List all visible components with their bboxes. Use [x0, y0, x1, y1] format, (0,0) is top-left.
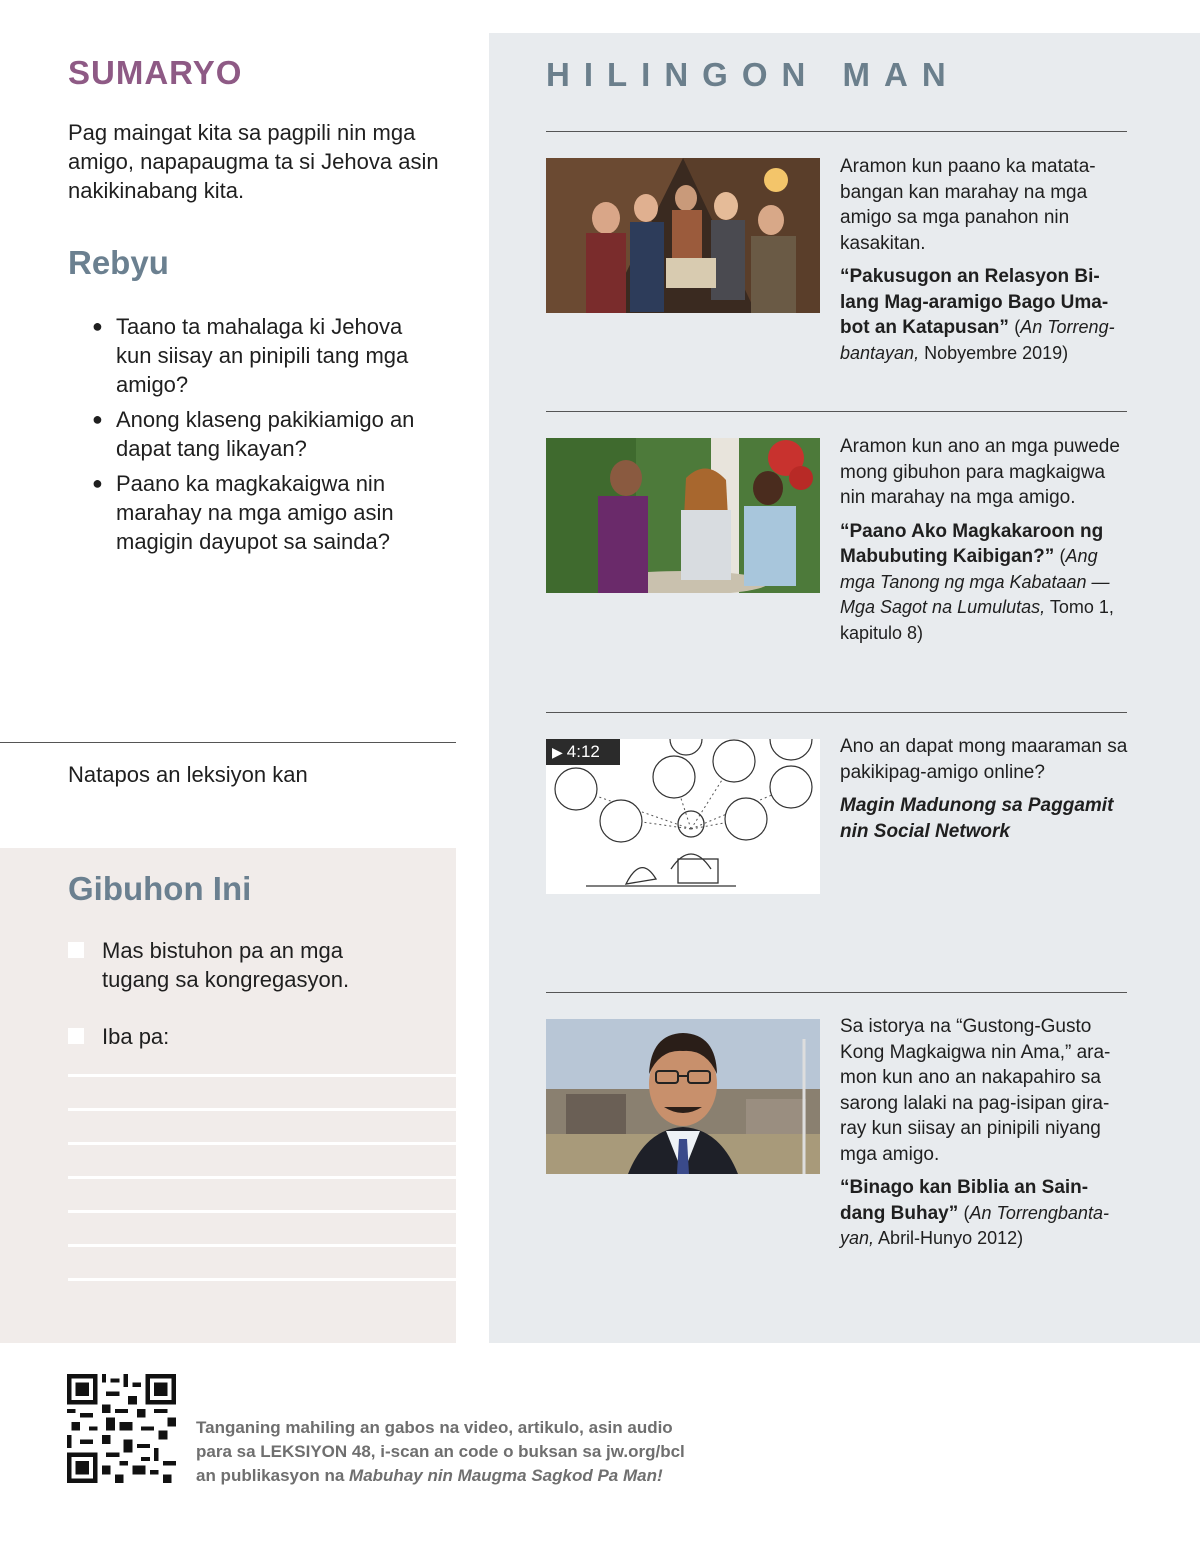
divider [546, 411, 1127, 412]
bullet-icon: ● [92, 409, 103, 429]
qr-code[interactable] [67, 1374, 176, 1483]
article-link[interactable]: “Paano Ako Magkakaroon ng Mabubuting Kaibigan?” [840, 520, 1104, 567]
see-also-title: HILINGON MAN [546, 56, 960, 93]
write-line[interactable] [68, 1278, 456, 1281]
see-also-item: Aramon kun paano ka matata-bangan kan marahay na mga amigo sa mga panahon nin kasakitan. “Pakusugon an Relasyon Bi-lang Mag-aramigo Bago Uma-bot an Katapusan” (An Torreng-bantayan, Nobyembre 2019) [840, 156, 1115, 363]
write-line[interactable] [68, 1244, 456, 1247]
todo-title: Gibuhon Ini [68, 870, 252, 907]
see-also-item: Sa istorya na “Gustong-Gusto Kong Magkaigwa nin Ama,” ara-mon kun ano an nakapahiro sa sarong lalaki na pag-isipan gira-ray kun siisay an pinipili niyang mga amigo. “Binago kan Biblia an Sain-dang Buhay” (An Torrengbanta-yan, Abril-Hunyo 2012) [840, 1016, 1111, 1248]
summary-title: SUMARYO [68, 54, 243, 91]
footer-note: Tanganing mahiling an gabos na video, artikulo, asin audio para sa LEKSIYON 48, i-scan an code o buksan sa jw.org/bcl an publikasyon na Mabuhay nin Maugma Sagkod Pa Man! [196, 1418, 685, 1485]
todo-item[interactable]: Mas bistuhon pa an mga tugang sa kongregasyon. [68, 936, 402, 994]
todo-panel [0, 848, 456, 1343]
divider [0, 742, 456, 743]
group-study-photo[interactable] [546, 158, 820, 313]
write-line[interactable] [68, 1074, 456, 1077]
article-link[interactable]: “Pakusugon an Relasyon Bi-lang Mag-aramigo Bago Uma-bot an Katapusan” [840, 266, 1109, 338]
see-also-item: Aramon kun ano an mga puwede mong gibuhon para magkaigwa nin marahay na mga amigo. “Paano Ako Magkakaroon ng Mabubuting Kaibigan?” (Ang mga Tanong ng mga Kabataan —Mga Sagot na Lumulutas, Tomo 1, kapitulo 8) [840, 436, 1120, 643]
divider [546, 712, 1127, 713]
video-thumbnail[interactable] [546, 739, 820, 894]
bullet-icon: ● [92, 473, 103, 493]
write-line[interactable] [68, 1176, 456, 1179]
man-portrait-photo[interactable] [546, 1019, 820, 1174]
summary-text: Pag maingat kita sa pagpili nin mga amigo, napapaugma ta si Jehova asin nakikinabang kita. [68, 120, 439, 203]
article-link[interactable]: “Binago kan Biblia an Sain-dang Buhay” [840, 1177, 1089, 1224]
divider [546, 131, 1127, 132]
checkbox[interactable] [68, 1028, 84, 1044]
video-link[interactable]: Magin Madunong sa Paggamit nin Social Network [840, 795, 1114, 842]
review-title: Rebyu [68, 244, 169, 281]
checkbox[interactable] [68, 942, 84, 958]
todo-item[interactable]: Iba pa: [68, 1022, 402, 1051]
write-line[interactable] [68, 1108, 456, 1111]
review-item: ● Anong klaseng pakikiamigo an dapat tang likayan? [92, 407, 415, 461]
friends-talking-photo[interactable] [546, 438, 820, 593]
review-item: ● Paano ka magkakaigwa nin marahay na mga amigo asin magigin dayupot sa sainda? [92, 471, 394, 554]
see-also-item: Ano an dapat mong maaraman sa pakikipag-amigo online? Magin Madunong sa Paggamit nin Social Network [840, 736, 1128, 842]
bullet-icon: ● [92, 316, 103, 336]
review-list [92, 312, 442, 562]
video-duration-badge: ▶ 4:12 [546, 739, 620, 765]
write-line[interactable] [68, 1142, 456, 1145]
divider [546, 992, 1127, 993]
play-icon: ▶ [552, 744, 563, 760]
finished-label: Natapos an leksiyon kan [68, 762, 308, 787]
write-line[interactable] [68, 1210, 456, 1213]
review-item: ● Taano ta mahalaga ki Jehova kun siisay an pinipili tang mga amigo? [92, 314, 409, 397]
